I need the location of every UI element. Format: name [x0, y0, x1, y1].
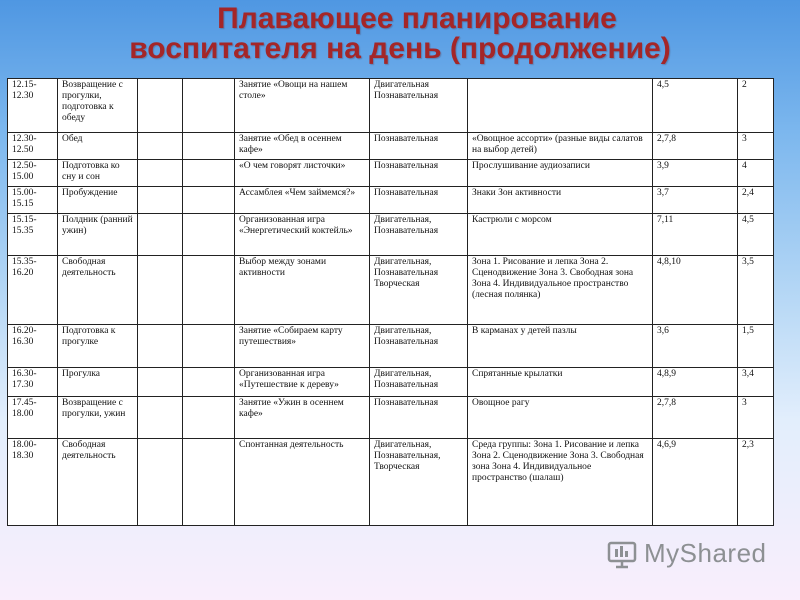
empty-cell: [183, 187, 235, 214]
time-cell: 16.30- 17.30: [8, 368, 58, 397]
number-cell: 2,3: [738, 439, 774, 526]
activity-cell: Спонтанная деятельность: [235, 439, 370, 526]
regime-cell: Обед: [58, 133, 138, 160]
empty-cell: [138, 439, 183, 526]
empty-cell: [138, 79, 183, 133]
table-row: [8, 256, 774, 325]
time-cell: 17.45- 18.00: [8, 397, 58, 439]
codes-cell: 4,8,9: [653, 368, 738, 397]
codes-cell: 4,6,9: [653, 439, 738, 526]
codes-cell: 4,8,10: [653, 256, 738, 325]
table-row: [8, 79, 774, 133]
regime-cell: Возвращение с прогулки, подготовка к обеду: [58, 79, 138, 133]
activity-cell: Занятие «Ужин в осеннем кафе»: [235, 397, 370, 439]
codes-cell: 2,7,8: [653, 397, 738, 439]
table-row: [8, 187, 774, 214]
activity-cell: Занятие «Обед в осеннем кафе»: [235, 133, 370, 160]
materials-cell: [468, 79, 653, 133]
area-cell: Двигательная, Познавательная: [370, 325, 468, 368]
time-cell: 16.20- 16.30: [8, 325, 58, 368]
area-cell: Познавательная: [370, 133, 468, 160]
myshared-watermark: [607, 538, 767, 569]
regime-cell: Прогулка: [58, 368, 138, 397]
area-cell: Двигательная Познавательная: [370, 79, 468, 133]
table-row: [8, 160, 774, 187]
materials-cell: Зона 1. Рисование и лепка Зона 2. Сценодвижение Зона 3. Свободная зона Зона 4. Индивидуальное пространство (лесная полянка): [468, 256, 653, 325]
table-row: [8, 368, 774, 397]
activity-cell: Выбор между зонами активности: [235, 256, 370, 325]
time-cell: 15.00- 15.15: [8, 187, 58, 214]
time-cell: 18.00- 18.30: [8, 439, 58, 526]
regime-cell: Свободная деятельность: [58, 256, 138, 325]
empty-cell: [183, 397, 235, 439]
regime-cell: Свободная деятельность: [58, 439, 138, 526]
activity-cell: Занятие «Собираем карту путешествия»: [235, 325, 370, 368]
schedule-table-body: [8, 79, 774, 526]
empty-cell: [183, 214, 235, 256]
table-row: [8, 325, 774, 368]
time-cell: 12.50- 15.00: [8, 160, 58, 187]
materials-cell: Знаки Зон активности: [468, 187, 653, 214]
activity-cell: Ассамблея «Чем займемся?»: [235, 187, 370, 214]
empty-cell: [183, 325, 235, 368]
regime-cell: Пробуждение: [58, 187, 138, 214]
empty-cell: [138, 368, 183, 397]
schedule-table: [7, 78, 774, 526]
number-cell: 3: [738, 133, 774, 160]
codes-cell: 3,7: [653, 187, 738, 214]
empty-cell: [138, 160, 183, 187]
empty-cell: [183, 160, 235, 187]
time-cell: 15.35- 16.20: [8, 256, 58, 325]
materials-cell: Среда группы: Зона 1. Рисование и лепка Зона 2. Сценодвижение Зона 3. Свободная зона Зона 4. Индивидуальное пространство (шалаш): [468, 439, 653, 526]
number-cell: 2,4: [738, 187, 774, 214]
empty-cell: [138, 397, 183, 439]
codes-cell: 7,11: [653, 214, 738, 256]
number-cell: 1,5: [738, 325, 774, 368]
area-cell: Двигательная, Познавательная Творческая: [370, 256, 468, 325]
activity-cell: «О чем говорят листочки»: [235, 160, 370, 187]
table-row: [8, 397, 774, 439]
number-cell: 4: [738, 160, 774, 187]
regime-cell: Подготовка ко сну и сон: [58, 160, 138, 187]
empty-cell: [183, 368, 235, 397]
materials-cell: Кастрюли с морсом: [468, 214, 653, 256]
area-cell: Познавательная: [370, 160, 468, 187]
empty-cell: [138, 214, 183, 256]
regime-cell: Подготовка к прогулке: [58, 325, 138, 368]
regime-cell: Полдник (ранний ужин): [58, 214, 138, 256]
time-cell: 12.30- 12.50: [8, 133, 58, 160]
activity-cell: Организованная игра «Энергетический коктейль»: [235, 214, 370, 256]
area-cell: Двигательная, Познавательная: [370, 214, 468, 256]
table-row: [8, 439, 774, 526]
materials-cell: Овощное рагу: [468, 397, 653, 439]
empty-cell: [138, 133, 183, 160]
area-cell: Двигательная, Познавательная: [370, 368, 468, 397]
number-cell: 2: [738, 79, 774, 133]
materials-cell: «Овощное ассорти» (разные виды салатов на выбор детей): [468, 133, 653, 160]
time-cell: 12.15- 12.30: [8, 79, 58, 133]
empty-cell: [138, 256, 183, 325]
myshared-logo-icon: [607, 539, 639, 569]
empty-cell: [183, 79, 235, 133]
codes-cell: 2,7,8: [653, 133, 738, 160]
codes-cell: 3,9: [653, 160, 738, 187]
area-cell: Познавательная: [370, 397, 468, 439]
number-cell: 4,5: [738, 214, 774, 256]
number-cell: 3: [738, 397, 774, 439]
codes-cell: 4,5: [653, 79, 738, 133]
slide-title: [0, 4, 800, 64]
empty-cell: [183, 439, 235, 526]
time-cell: 15.15- 15.35: [8, 214, 58, 256]
empty-cell: [138, 187, 183, 214]
table-row: [8, 214, 774, 256]
number-cell: 3,4: [738, 368, 774, 397]
number-cell: 3,5: [738, 256, 774, 325]
empty-cell: [138, 325, 183, 368]
activity-cell: Организованная игра «Путешествие к дереву»: [235, 368, 370, 397]
area-cell: Познавательная: [370, 187, 468, 214]
table-row: [8, 133, 774, 160]
regime-cell: Возвращение с прогулки, ужин: [58, 397, 138, 439]
empty-cell: [183, 133, 235, 160]
activity-cell: Занятие «Овощи на нашем столе»: [235, 79, 370, 133]
materials-cell: Спрятанные крылатки: [468, 368, 653, 397]
materials-cell: В карманах у детей пазлы: [468, 325, 653, 368]
area-cell: Двигательная, Познавательная, Творческая: [370, 439, 468, 526]
slide-title-line-2: воспитателя на день (продолжение): [129, 32, 671, 65]
materials-cell: Прослушивание аудиозаписи: [468, 160, 653, 187]
codes-cell: 3,6: [653, 325, 738, 368]
empty-cell: [183, 256, 235, 325]
slide-title-line-1: Плавающее планирование: [217, 2, 617, 35]
watermark-text: MyShared: [644, 538, 767, 568]
